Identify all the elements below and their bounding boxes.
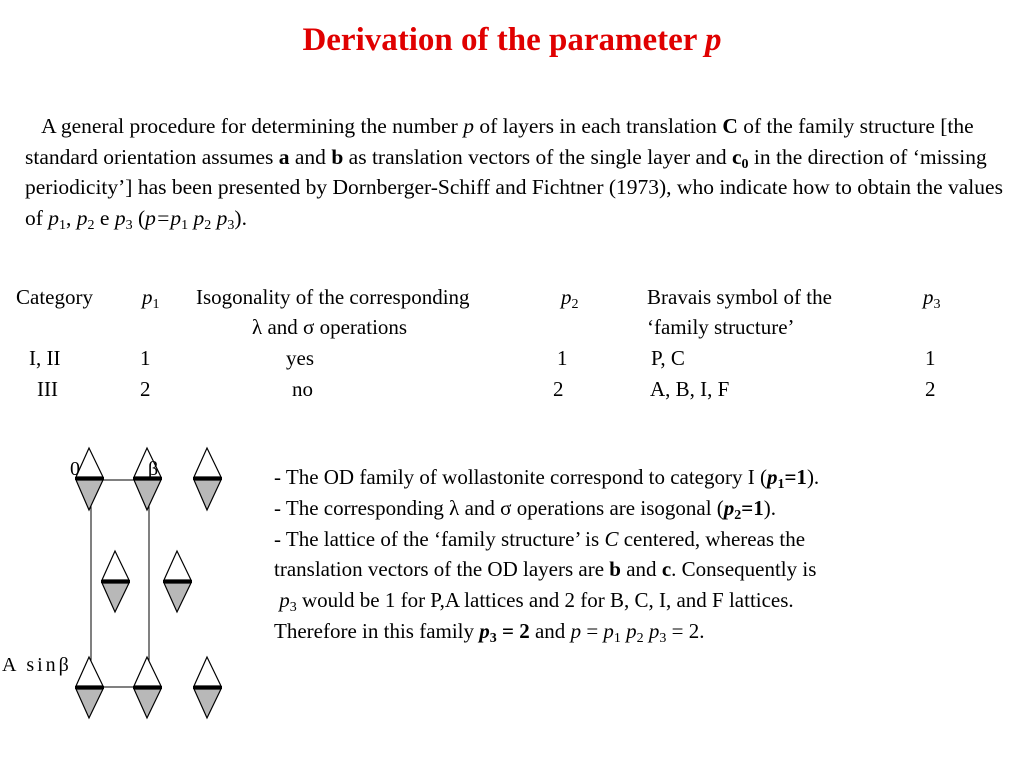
table-row-1-category: I, II bbox=[29, 346, 61, 370]
header-bravais-line2: ‘family structure’ bbox=[647, 315, 795, 339]
table-row-1-p1: 1 bbox=[140, 346, 151, 370]
intro-paragraph: A general procedure for determining the number p of layers in each translation C of the family structure [the standard orientation assumes a and b as translation vectors of the single layer and $c_0$ in the direction of ‘missing periodicity’] has been presented by Dornberger-Schiff and Fichtner (1973), who indicate how to obtain the values of $p_1$, $p_2$ e $p_3$ ($p=p_1$ $p_2$ $p_3$). bbox=[25, 114, 1003, 233]
diamond-0-bottom bbox=[75, 657, 104, 718]
header-isogonality-line2: λ and σ operations bbox=[252, 315, 408, 339]
header-p3: $p_3$ bbox=[923, 285, 941, 312]
table-row-2-category: III bbox=[37, 377, 58, 401]
label-a-sin-beta: A sinβ bbox=[2, 654, 72, 676]
diamond-2-bottom bbox=[193, 657, 222, 718]
header-bravais: Bravais symbol of the bbox=[647, 285, 832, 309]
table-row-2-iso: no bbox=[292, 377, 313, 401]
header-category: Category bbox=[16, 285, 93, 309]
table-row-1-p3: 1 bbox=[925, 346, 936, 370]
notes-block bbox=[274, 462, 994, 647]
label-zero: 0 bbox=[70, 458, 80, 480]
diamond-1-bottom bbox=[133, 657, 162, 718]
diamond-mid-right bbox=[163, 551, 192, 612]
note-line-1: - The OD family of wollastonite correspond to category I $(p_1=1)$. bbox=[274, 465, 820, 492]
header-p1: $p_1$ bbox=[142, 285, 160, 312]
table-row-2-p1: 2 bbox=[140, 377, 151, 401]
note-line-5: $p_3$ would be 1 for P,A lattices and 2 for B, C, I, and F lattices. bbox=[279, 588, 794, 616]
note-line-4: translation vectors of the OD layers are b and c. Consequently is bbox=[274, 557, 817, 582]
table-row-2-p3: 2 bbox=[925, 377, 936, 401]
slide-title: Derivation of the parameter p bbox=[302, 22, 722, 58]
note-line-6: Therefore in this family $p_3 = 2$ and $p = p_1$ $p_2$ $p_3 = 2$. bbox=[274, 618, 705, 646]
note-line-3: - The lattice of the ‘family structure’ is C centered, whereas the bbox=[274, 526, 806, 551]
diamond-mid-left bbox=[101, 551, 130, 612]
table-row-1-p2: 1 bbox=[557, 346, 568, 370]
table-row-1-bravais: P, C bbox=[651, 346, 685, 370]
table-row-2-bravais: A, B, I, F bbox=[650, 377, 730, 401]
table-row-1-iso: yes bbox=[286, 346, 314, 370]
header-p2: $p_2$ bbox=[561, 285, 579, 312]
wollastonite-lattice-figure bbox=[0, 440, 250, 730]
label-beta: β bbox=[148, 458, 159, 480]
diamond-2-top bbox=[193, 448, 222, 510]
header-isogonality: Isogonality of the corresponding bbox=[196, 285, 470, 309]
note-line-2: - The corresponding λ and σ operations are isogonal $(p_2=1)$. bbox=[274, 495, 776, 523]
table-row-2-p2: 2 bbox=[553, 377, 564, 401]
